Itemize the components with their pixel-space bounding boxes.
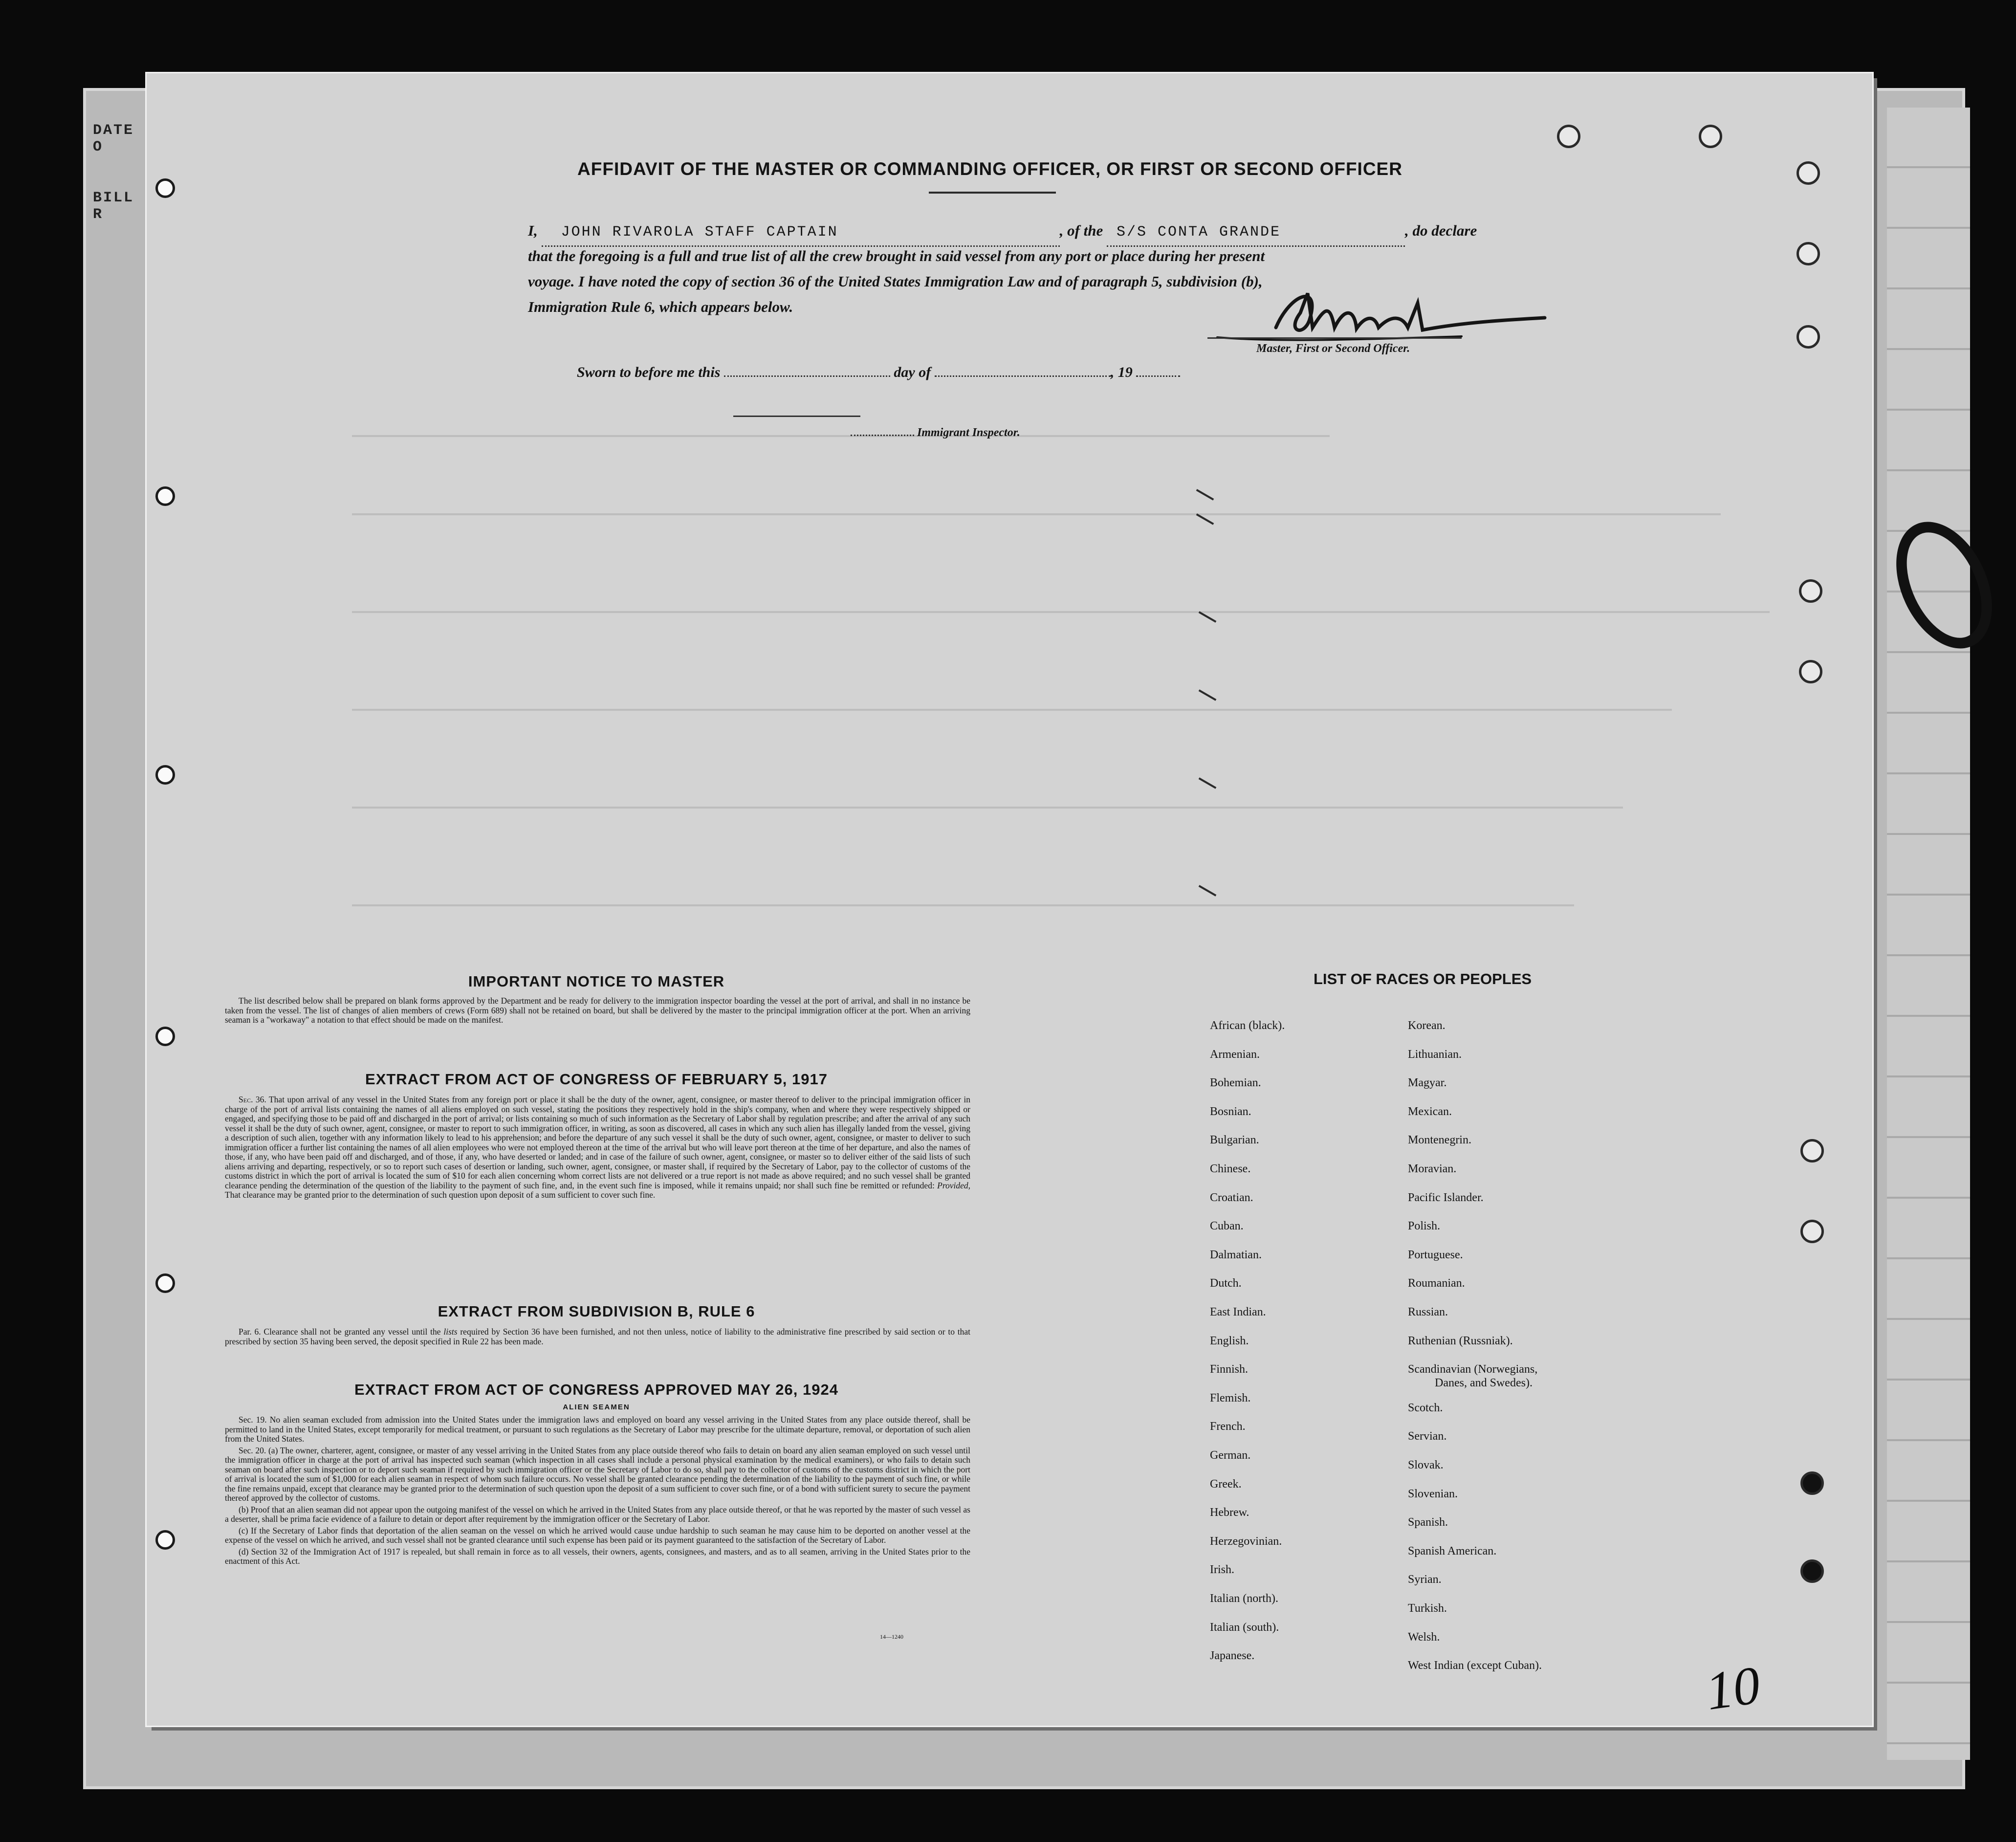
race-item: Portuguese.	[1408, 1248, 1463, 1261]
race-item: Flemish.	[1210, 1391, 1251, 1404]
notice-title: IMPORTANT NOTICE TO MASTER	[468, 973, 725, 990]
race-item: Hebrew.	[1210, 1506, 1249, 1519]
bleed-through-row	[352, 435, 1330, 437]
extract-rule6-body	[225, 1327, 970, 1348]
underlying-sheet-left-labels	[93, 122, 152, 257]
race-item: Irish.	[1210, 1563, 1234, 1577]
race-item: Bohemian.	[1210, 1076, 1261, 1090]
affidavit-title: AFFIDAVIT OF THE MASTER OR COMMANDING OFFICER, OR FIRST OR SECOND OFFICER	[577, 159, 1402, 179]
signature-rule	[1207, 337, 1462, 339]
race-item: Italian (north).	[1210, 1592, 1278, 1605]
binder-hole-right	[1800, 1220, 1824, 1243]
rule6-text-b: required by Section 36 have been furnished, and not then unless, notice of liability to the administrative fine prescribed by said section or to that prescribed by section 35 having been served, the deposit specified in Rule 22 has been made.	[225, 1327, 971, 1346]
binder-hole-top	[1557, 125, 1580, 148]
binder-hole-left	[155, 765, 175, 785]
race-item: Ruthenian (Russniak).	[1408, 1334, 1513, 1347]
handwritten-page-number: 10	[1702, 1654, 1764, 1722]
race-item: Armenian.	[1210, 1048, 1260, 1061]
extract-rule6-title: EXTRACT FROM SUBDIVISION B, RULE 6	[438, 1303, 755, 1320]
binder-hole-right	[1797, 161, 1820, 185]
affidavit-line-3: voyage. I have noted the copy of section 36 of the United States Immigration Law and of paragraph 5, subdivision (b),	[528, 273, 1263, 290]
race-item-continuation: Danes, and Swedes).	[1435, 1377, 1533, 1390]
binder-hole-right	[1799, 579, 1822, 603]
sec-19-paragraph: Sec. 19. No alien seaman excluded from admission into the United States under the immigration laws and employed on board any vessel arriving in the United States from any place outside thereof, shall be permitted to land in the United States, except temporarily for medical treatment, or pursuant to such regulations as the Secretary of Labor may prescribe for the ultimate departure, removal, or deportation of such alien from the United States.	[225, 1415, 970, 1444]
do-declare-text: , do declare	[1405, 222, 1477, 239]
officer-name-value: JOHN RIVAROLA STAFF CAPTAIN	[561, 224, 838, 241]
binder-hole-left	[155, 1530, 175, 1550]
race-item: Polish.	[1408, 1220, 1441, 1233]
sec-36-text-a: That upon arrival of any vessel in the United States from any foreign port or place it shall be the duty of the owner, agent, consignee, or master thereof to deliver to the principal immigration officer in charge of the port of arrival lists containing the names of all aliens employed on such vessel, stating the positions they respectively hold in the ship's company, when and where they were respectively shipped or engaged, and specifying those to be paid off and discharged in the port of arrival; or lists containing so much of such information as the Secretary of Labor shall by regulation prescribe; and after the arrival of any such vessel it shall be the duty of such owner, agent, consignee, or master to report to such immigration officer, in writing, as soon as discovered, all cases in which any such alien has illegally landed from the vessel, giving a description of such alien, together with any information likely to lead to his apprehension; and before the departure of any such vessel it shall be the duty of such owner, agent, consignee, or master to deliver to such immigration officer a further list containing the names of all alien employees who were not employed thereon at the time of the arrival but who will leave port thereon at the time of her departure, and also the names of those, if any, who have been paid off and discharged, and of those, if any, who have deserted or landed; and in case of the failure of such owner, agent, consignee, or master so to deliver either of the said lists of such aliens arriving and departing, respectively, or so to report such cases of desertion or landing, such owner, agent, consignee, or master shall, if required by the Secretary of Labor, pay to the collector of customs of the customs district in which the port of arrival is located the sum of $10 for each alien concerning whom correct lists are not delivered or a true report is not made as above required; and no such vessel shall be granted clearance pending the determination of the question of the liability to the payment of such fine, and, in the event such fine is imposed, while it remains unpaid; nor shall such fine be remitted or refunded:	[225, 1095, 970, 1190]
race-item: Slovak.	[1408, 1459, 1444, 1471]
bleed-through-row	[352, 611, 1770, 613]
race-item: Welsh.	[1408, 1630, 1440, 1644]
sec-20a-paragraph: Sec. 20. (a) The owner, charterer, agent, consignee, or master of any vessel arriving in the United States from any place outside thereof who fails to detain on board any alien seaman employed on such vessel until the immigration officer in charge at the port of arrival has inspected such seaman (which inspection in all cases shall include a personal physical examination by the medical examiners), or who fails to detain such seaman on board after such inspection or to deport such seaman if required by such immigration officer or the Secretary of Labor to do so, shall pay to the collector of customs of the customs district in which the port of arrival is located the sum of $1,000 for each alien seaman in respect of whom such failure occurs. No vessel shall be granted clearance pending the determination of the liability to the payment of such fine, or while the fine remains unpaid, except that clearance may be granted prior to the determination of such question upon the deposit of a sum sufficient to cover such fine, or of a bond with sufficient surety to secure the payment thereof approved by the collector of customs.	[225, 1445, 970, 1503]
inspector-label: Immigrant Inspector.	[917, 426, 1020, 439]
race-item: Moravian.	[1408, 1162, 1457, 1175]
race-item: English.	[1210, 1334, 1249, 1347]
race-item: Scotch.	[1408, 1401, 1443, 1414]
race-item: Montenegrin.	[1408, 1134, 1471, 1147]
binder-hole-right	[1797, 242, 1820, 265]
affidavit-prefix: I,	[528, 222, 538, 239]
alien-seamen-subtitle: ALIEN SEAMEN	[563, 1403, 630, 1411]
bleed-through-row	[352, 513, 1721, 515]
race-item: Spanish.	[1408, 1516, 1448, 1529]
affidavit-line-4: Immigration Rule 6, which appears below.	[528, 298, 793, 315]
sec-36-text-b: That clearance may be granted prior to the determination of such question upon deposit of a sum sufficient to cover such fine.	[225, 1190, 656, 1200]
race-item: Servian.	[1408, 1430, 1447, 1443]
races-title: LIST OF RACES OR PEOPLES	[1313, 970, 1532, 987]
race-item: Cuban.	[1210, 1220, 1244, 1233]
race-item: Spanish American.	[1408, 1544, 1497, 1557]
notice-paragraph: The list described below shall be prepared on blank forms approved by the Department and be ready for delivery to the immigration inspector boarding the vessel at the port of arrival, and shall in no instance be taken from the vessel. The list of changes of alien members of crews (Form 689) shall not be retained on board, but shall be delivered by the master to the principal immigration officer at the port. When an arriving seaman is a "workaway" a notation to that effect should be made on the manifest.	[225, 996, 970, 1025]
underlying-sheet-right-edge	[1887, 108, 1970, 1760]
notice-body	[225, 996, 970, 1027]
sworn-prefix: Sworn to before me this	[577, 364, 721, 380]
bleed-through-row	[352, 709, 1672, 711]
race-item: Japanese.	[1210, 1649, 1255, 1663]
underlying-label-bill: BILL R	[93, 190, 134, 223]
binder-hole-right	[1799, 660, 1822, 683]
race-item: German.	[1210, 1449, 1251, 1462]
race-item: Croatian.	[1210, 1191, 1253, 1204]
extract-1917-paragraph	[225, 1095, 970, 1200]
binder-hole-left	[155, 1273, 175, 1293]
binder-hole-right	[1800, 1559, 1824, 1583]
binder-hole-top	[1699, 125, 1722, 148]
race-item: Mexican.	[1408, 1105, 1452, 1118]
officer-name-field[interactable]	[542, 218, 1060, 247]
binder-hole-left	[155, 1027, 175, 1046]
race-item: Korean.	[1408, 1019, 1446, 1032]
extract-1917-body	[225, 1095, 970, 1202]
race-item: Greek.	[1210, 1477, 1242, 1491]
race-item: Bulgarian.	[1210, 1134, 1259, 1147]
title-rule	[929, 192, 1056, 194]
extract-1924-body	[225, 1415, 970, 1568]
race-item: Herzegovinian.	[1210, 1535, 1282, 1548]
sworn-line	[577, 364, 1180, 381]
race-item: Scandinavian (Norwegians,	[1408, 1363, 1538, 1376]
binder-hole-right	[1800, 1471, 1824, 1495]
binder-hole-right	[1800, 1139, 1824, 1162]
race-item: Syrian.	[1408, 1573, 1442, 1586]
vessel-name-value: S/S CONTA GRANDE	[1117, 224, 1281, 241]
race-item: West Indian (except Cuban).	[1408, 1659, 1542, 1672]
lists-word: lists	[443, 1327, 458, 1337]
race-item: Roumanian.	[1408, 1277, 1465, 1290]
extract-1924-title: EXTRACT FROM ACT OF CONGRESS APPROVED MAY 26, 1924	[354, 1381, 838, 1398]
signature-label: Master, First or Second Officer.	[1256, 342, 1410, 355]
race-item: Italian (south).	[1210, 1621, 1279, 1634]
race-item: East Indian.	[1210, 1306, 1266, 1318]
form-code: 14—1240	[880, 1633, 903, 1640]
bleed-through-row	[352, 904, 1574, 906]
race-item: Bosnian.	[1210, 1105, 1251, 1118]
sworn-month-field[interactable]	[935, 375, 1111, 377]
inspector-line	[851, 426, 1020, 439]
sworn-day-label: day of	[894, 364, 931, 380]
sec-20d-paragraph: (d) Section 32 of the Immigration Act of 1917 is repealed, but shall remain in force as to all vessels, their owners, agents, consignees, and masters, and as to all seamen, arriving in the United States prior to the enactment of this Act.	[225, 1546, 970, 1566]
of-the-text: , of the	[1059, 222, 1103, 239]
sec-20c-paragraph: (c) If the Secretary of Labor finds that deportation of the alien seaman on the vessel on which he arrived would cause undue hardship to such seaman he may cause him to be deported on another vessel at the expense of the vessel on which he arrived, and such vessel shall not be granted clearance until such expense has been paid or its payment guaranteed to the satisfaction of the Secretary of Labor.	[225, 1525, 970, 1545]
race-item: Lithuanian.	[1408, 1048, 1462, 1061]
sworn-date-field[interactable]	[724, 375, 890, 377]
race-item: Finnish.	[1210, 1363, 1249, 1376]
race-item: Pacific Islander.	[1408, 1191, 1484, 1204]
race-item: Slovenian.	[1408, 1487, 1458, 1500]
affidavit-line-1	[528, 218, 1496, 247]
underlying-label-date: DATE O	[93, 122, 134, 155]
binder-hole-right	[1797, 325, 1820, 349]
rule6-text-a: Par. 6. Clearance shall not be granted any vessel until the	[239, 1327, 441, 1337]
race-item: French.	[1210, 1420, 1246, 1433]
race-item: Russian.	[1408, 1306, 1448, 1318]
sworn-year-field[interactable]	[1136, 375, 1180, 377]
sec-20b-paragraph: (b) Proof that an alien seaman did not appear upon the outgoing manifest of the vessel on which he arrived in the United States from any place outside thereof, or that he was reported by the master of such vessel as a deserter, shall be prima facie evidence of a failure to detain or deport after requirement by the immigration officer or the Secretary of Labor.	[225, 1504, 970, 1524]
race-item: African (black).	[1210, 1019, 1285, 1032]
binder-hole-left	[155, 178, 175, 198]
bleed-through-row	[352, 807, 1623, 809]
extract-1917-title: EXTRACT FROM ACT OF CONGRESS OF FEBRUARY 5, 1917	[365, 1071, 828, 1088]
provided-word: Provided,	[937, 1180, 970, 1190]
affidavit-line-2: that the foregoing is a full and true list of all the crew brought in said vessel from any port or place during her present	[528, 247, 1265, 264]
race-item: Chinese.	[1210, 1162, 1251, 1175]
sec-36-label: Sec. 36.	[239, 1095, 266, 1104]
vessel-name-field[interactable]	[1107, 218, 1405, 247]
inspector-signature-rule	[733, 416, 860, 417]
rule6-paragraph	[225, 1327, 970, 1346]
binder-hole-left	[155, 486, 175, 506]
race-item: Magyar.	[1408, 1076, 1447, 1090]
sworn-year-prefix: , 19	[1110, 364, 1133, 380]
race-item: Turkish.	[1408, 1602, 1447, 1615]
inspector-signature-field[interactable]	[851, 435, 914, 436]
race-item: Dutch.	[1210, 1277, 1242, 1290]
race-item: Dalmatian.	[1210, 1248, 1262, 1261]
